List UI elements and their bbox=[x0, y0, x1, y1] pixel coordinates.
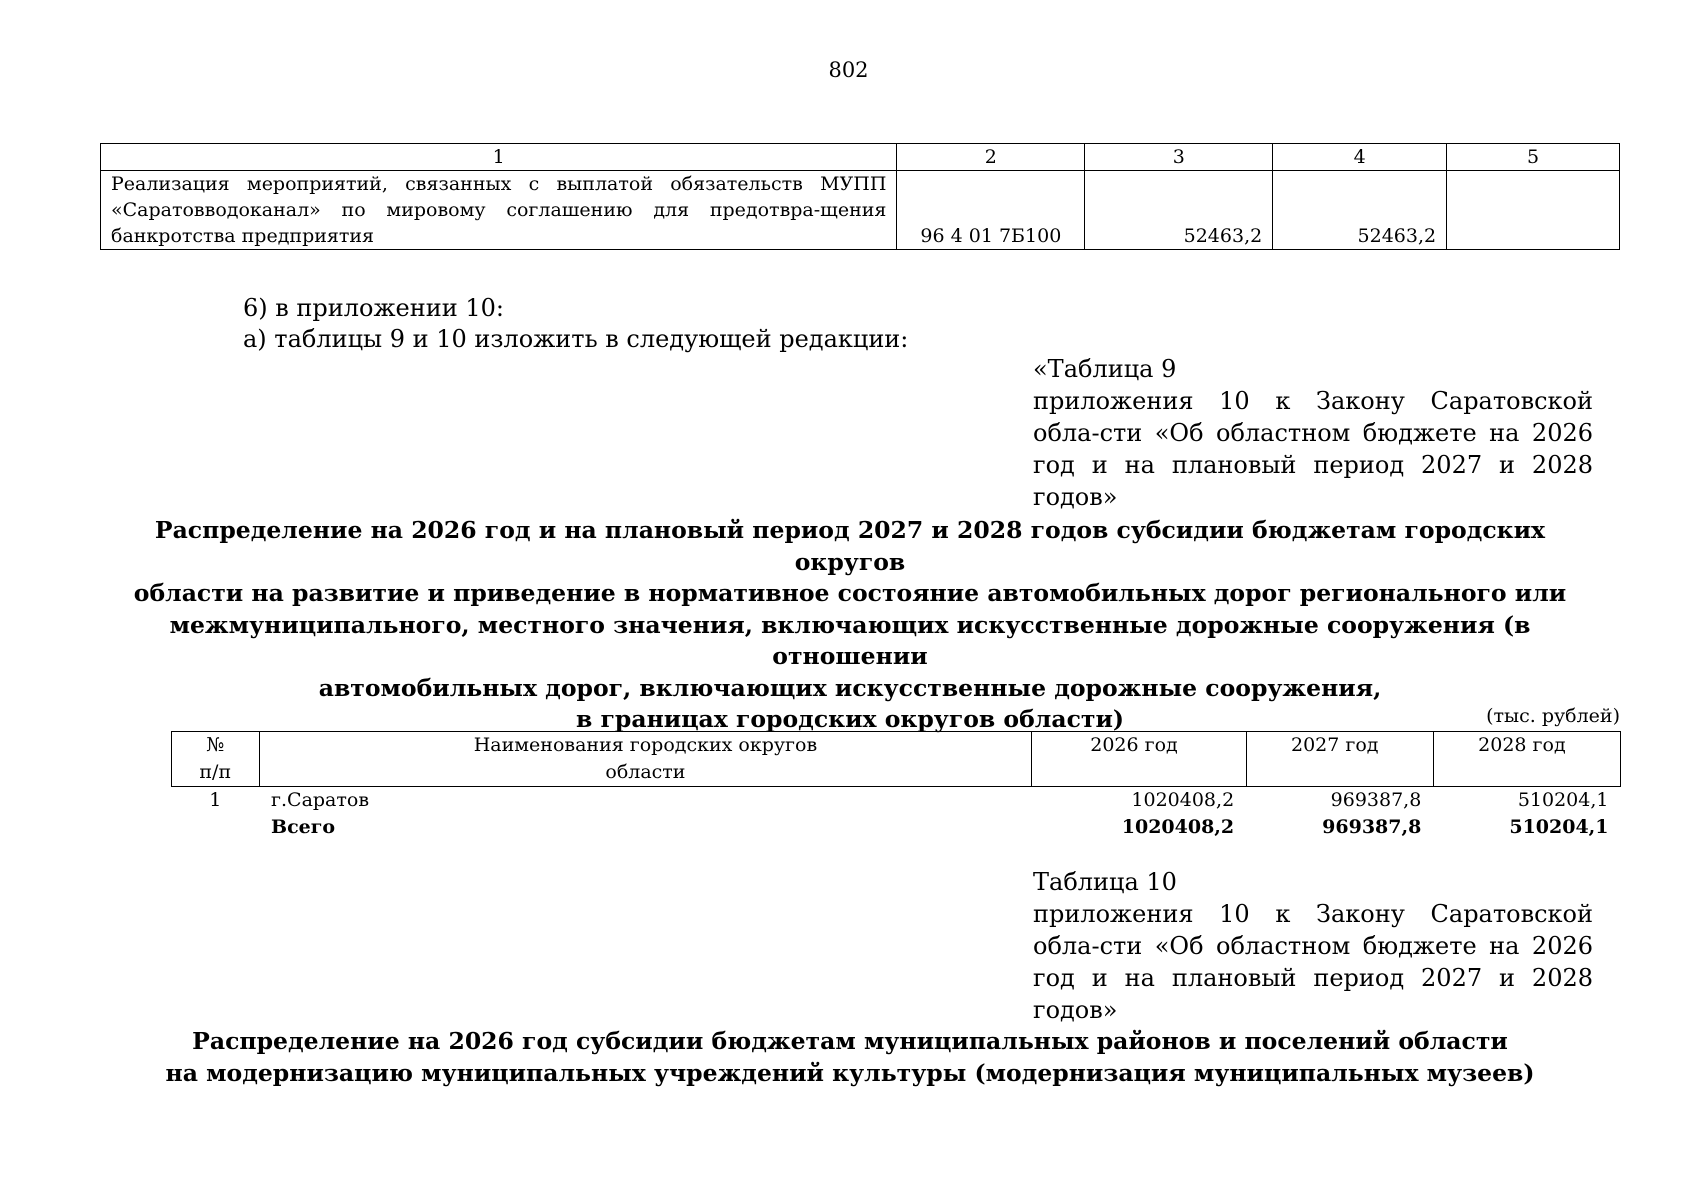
table10-heading bbox=[120, 1026, 1580, 1089]
table9-heading bbox=[120, 515, 1580, 736]
table-header-row bbox=[172, 732, 1621, 787]
total-label: Всего bbox=[271, 816, 336, 838]
row-name: г.Саратов bbox=[271, 789, 370, 811]
column-header-name: Наименования городских округов области bbox=[259, 732, 1032, 787]
total-value-2027: 969387,8 bbox=[1322, 816, 1422, 838]
row-value-2027: 969387,8 bbox=[1330, 789, 1422, 811]
paragraph-item-6: 6) в приложении 10: bbox=[243, 294, 504, 322]
column-header-2027: 2027 год bbox=[1246, 732, 1433, 787]
row-value bbox=[1447, 171, 1620, 250]
table-header-row bbox=[101, 144, 1620, 171]
column-number: 4 bbox=[1273, 144, 1447, 171]
heading-line: области на развитие и приведение в нормативное состояние автомобильных дорог регионального или bbox=[133, 579, 1567, 607]
column-header-no: № п/п bbox=[172, 732, 260, 787]
table10-reference bbox=[1033, 866, 1593, 1026]
column-number: 1 bbox=[101, 144, 897, 171]
row-value-2026: 1020408,2 bbox=[1131, 789, 1235, 811]
total-value-2028: 510204,1 bbox=[1509, 816, 1609, 838]
row-value-2028: 510204,1 bbox=[1517, 789, 1609, 811]
table9-ref-title: «Таблица 9 bbox=[1033, 355, 1177, 383]
column-header-2026: 2026 год bbox=[1032, 732, 1246, 787]
column-number: 5 bbox=[1447, 144, 1620, 171]
table-row bbox=[172, 787, 1621, 815]
units-label: (тыс. рублей) bbox=[1486, 705, 1620, 727]
table9 bbox=[171, 731, 1621, 841]
row-value: 52463,2 bbox=[1273, 171, 1447, 250]
total-value-2026: 1020408,2 bbox=[1121, 816, 1235, 838]
heading-line: Распределение на 2026 год субсидии бюджетам муниципальных районов и поселений области bbox=[192, 1027, 1508, 1055]
column-number: 2 bbox=[897, 144, 1085, 171]
paragraph-item-6a: а) таблицы 9 и 10 изложить в следующей редакции: bbox=[243, 325, 909, 353]
heading-line: автомобильных дорог, включающих искусственные дорожные сооружения, bbox=[318, 673, 1382, 702]
continuation-table bbox=[100, 143, 1620, 250]
column-number: 3 bbox=[1085, 144, 1273, 171]
table9-reference bbox=[1033, 353, 1593, 513]
page-number: 802 bbox=[828, 58, 869, 82]
table10-ref-title: Таблица 10 bbox=[1033, 868, 1177, 896]
row-code: 96 4 01 7Б100 bbox=[897, 171, 1085, 250]
table-row bbox=[101, 171, 1620, 250]
row-value: 52463,2 bbox=[1085, 171, 1273, 250]
row-number: 1 bbox=[209, 789, 222, 811]
row-description: Реализация мероприятий, связанных с выплатой обязательств МУПП «Саратовводоканал» по мировому соглашению для предотвра-щения банкротства предприятия bbox=[101, 171, 897, 250]
table10-ref-body: приложения 10 к Закону Саратовской обла-сти «Об областном бюджете на 2026 год и на плановый период 2027 и 2028 годов» bbox=[1033, 900, 1593, 1024]
total-row bbox=[172, 814, 1621, 841]
table9-ref-body: приложения 10 к Закону Саратовской обла-сти «Об областном бюджете на 2026 год и на плановый период 2027 и 2028 годов» bbox=[1033, 387, 1593, 511]
heading-line: Распределение на 2026 год и на плановый период 2027 и 2028 годов субсидии бюджетам городских округов bbox=[154, 516, 1546, 576]
heading-line: на модернизацию муниципальных учреждений культуры (модернизация муниципальных музеев) bbox=[165, 1058, 1535, 1087]
heading-line: в границах городских округов области) bbox=[576, 705, 1124, 733]
heading-line: межмуниципального, местного значения, включающих искусственные дорожные сооружения (в отношении bbox=[169, 610, 1531, 670]
column-header-2028: 2028 год bbox=[1433, 732, 1620, 787]
